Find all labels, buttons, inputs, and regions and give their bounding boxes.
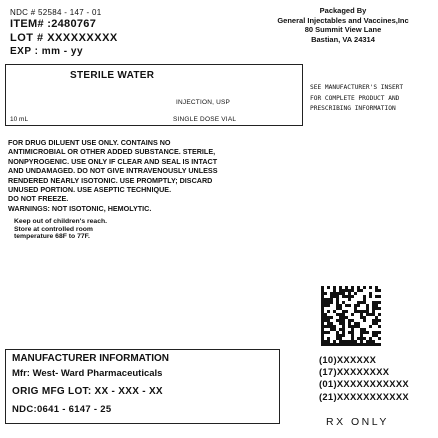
original-lot: ORIG MFG LOT: XX - XXX - XX — [12, 386, 163, 397]
storage-line: temperature 68F to 77F. — [14, 233, 90, 241]
storage-line: Store at controlled room — [14, 225, 93, 233]
insert-line: PRESCRIBING INFORMATION — [310, 105, 396, 112]
product-volume: 10 mL — [10, 116, 29, 123]
diluent-line: AND UNDAMAGED. DO NOT GIVE INTRAVENOUSLY UNLESS — [8, 166, 218, 176]
insert-reference — [310, 83, 403, 115]
datamatrix-barcode — [321, 286, 381, 346]
diluent-line: RENDERED NEARLY ISOTONIC. USE PROMPTLY; DISCARD — [8, 175, 213, 185]
expiration-date: EXP : mm - yy — [10, 46, 84, 57]
ndc-number: NDC # 52584 - 147 - 01 — [10, 8, 102, 17]
packager-line: 80 Summit View Lane — [304, 25, 382, 35]
diluent-instructions — [8, 138, 308, 204]
packager-line: Bastian, VA 24314 — [311, 34, 375, 44]
gs1-code-line: (01)XXXXXXXXXXX — [319, 378, 409, 390]
diluent-line: FOR DRUG DILUENT USE ONLY. CONTAINS NO — [8, 138, 171, 147]
packager-line: Packaged By — [319, 6, 367, 15]
manufacturer-ndc: NDC:0641 - 6147 - 25 — [12, 404, 112, 415]
rx-only: RX ONLY — [326, 416, 389, 428]
item-number: ITEM# :2480767 — [10, 18, 97, 30]
gs1-code-line: (17)XXXXXXXX — [319, 366, 390, 378]
diluent-line: NONPYROGENIC. USE ONLY IF CLEAR AND SEAL IS INTACT — [8, 156, 218, 166]
manufacturer-title: MANUFACTURER INFORMATION — [12, 353, 170, 364]
diluent-line: DO NOT FREEZE. — [8, 194, 69, 204]
storage-instructions — [14, 218, 107, 241]
insert-line: SEE MANUFACTURER'S INSERT — [310, 84, 404, 91]
product-injection: INJECTION, USP — [176, 99, 231, 106]
product-name: STERILE WATER — [70, 70, 155, 81]
packager-line: General Injectables and Vaccines,Inc — [277, 15, 409, 25]
product-vial-type: SINGLE DOSE VIAL — [173, 116, 237, 123]
gs1-codes — [319, 354, 409, 403]
packager-info — [248, 6, 438, 44]
lot-number: LOT # XXXXXXXXX — [10, 32, 118, 44]
gs1-code-line: (21)XXXXXXXXXXX — [319, 390, 409, 402]
insert-line: FOR COMPLETE PRODUCT AND — [310, 94, 400, 102]
manufacturer-name: Mfr: West- Ward Pharmaceuticals — [12, 368, 163, 379]
warning-text: WARNINGS: NOT ISOTONIC, HEMOLYTIC. — [8, 204, 152, 213]
gs1-code-line: (10)XXXXXX — [319, 354, 377, 365]
diluent-line: ANTIMICROBIAL OR OTHER ADDED SUBSTANCE. STERILE, — [8, 147, 216, 157]
storage-line: Keep out of children's reach. — [14, 218, 108, 225]
diluent-line: UNUSED PORTION. USE ASEPTIC TECHNIQUE. — [8, 185, 172, 195]
